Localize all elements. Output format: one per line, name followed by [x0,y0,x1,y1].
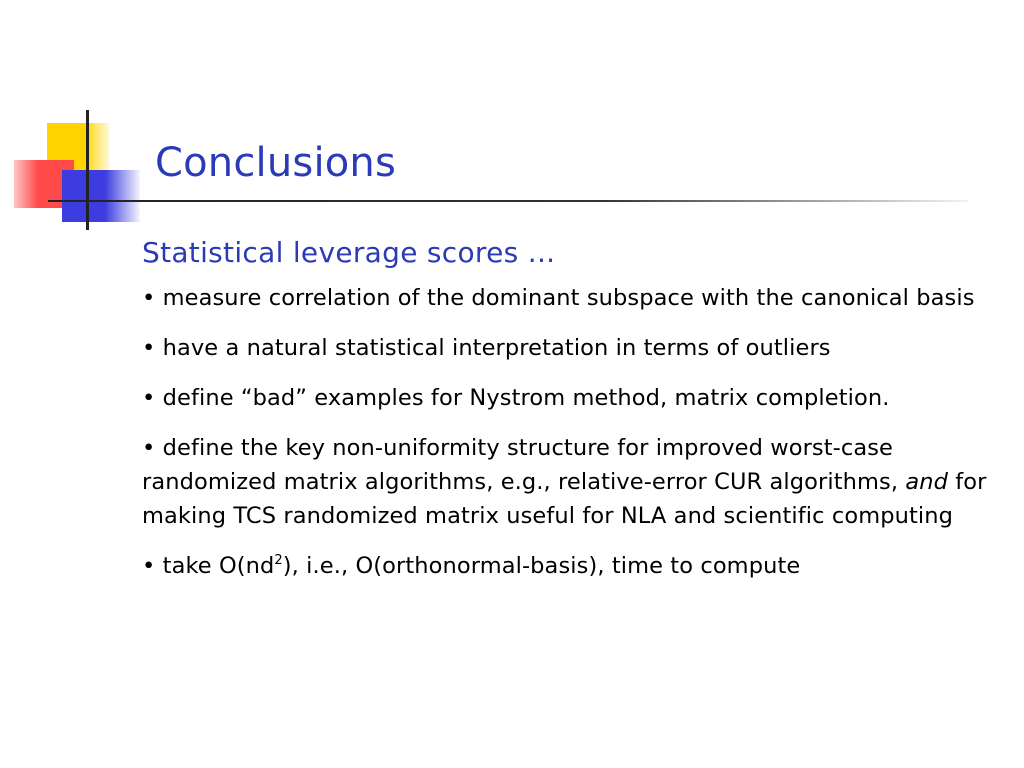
bullet-text: for making TCS randomized matrix useful for NLA and scientific computing [142,469,987,529]
bullet-marker: • [142,553,156,579]
bullet-item [142,431,1002,533]
bullet-item [142,331,1002,365]
bullet-marker: • [142,285,156,311]
superscript-exponent: 2 [274,553,283,568]
bullet-text: ), i.e., O(orthonormal-basis), time to compute [282,553,801,579]
bullet-marker: • [142,435,156,461]
bullet-text: define “bad” examples for Nystrom method, matrix completion. [162,385,890,411]
bullet-item [142,381,1002,415]
decor-blue-square [62,170,140,222]
slide-content [142,236,1002,599]
bullet-emphasis: and [905,469,948,495]
bullet-item [142,549,1002,583]
slide-title: Conclusions [155,140,397,186]
bullet-text: measure correlation of the dominant subspace with the canonical basis [162,285,975,311]
slide-subtitle: Statistical leverage scores ... [142,236,556,269]
bullet-text: define the key non-uniformity structure for improved worst-case randomized matrix algorithms, e.g., relative-error CUR algorithms, [142,435,906,495]
title-underline [48,200,968,202]
decor-vertical-line [86,110,89,230]
bullet-text: take O(nd [162,553,275,579]
bullet-item [142,281,1002,315]
bullet-list [142,281,1002,583]
bullet-text: have a natural statistical interpretation in terms of outliers [162,335,831,361]
bullet-marker: • [142,335,156,361]
bullet-marker: • [142,385,156,411]
